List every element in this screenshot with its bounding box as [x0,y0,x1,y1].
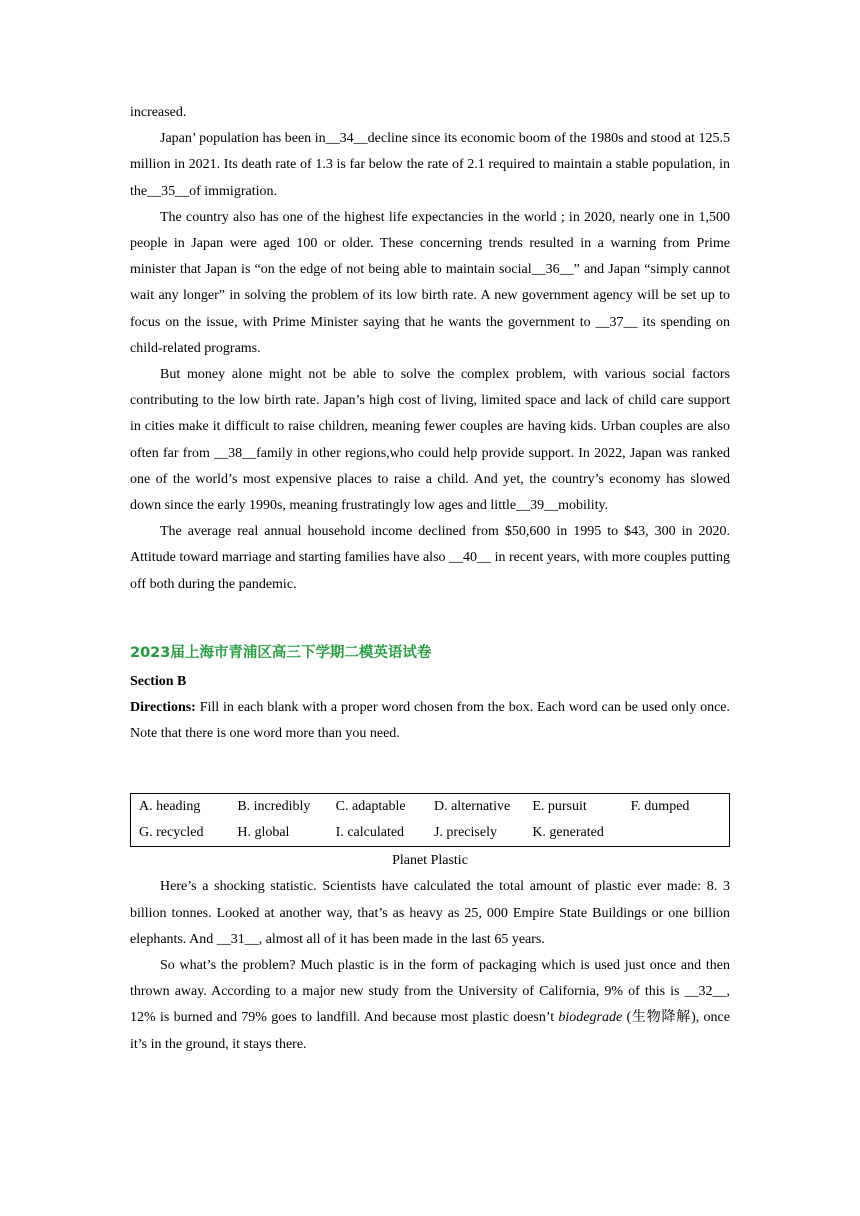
word-option: B. incredibly [237,799,311,815]
paragraph-social-factors: But money alone might not be able to solve the complex problem, with various social factors contributing to the low birth rate. Japan’s high cost of living, limited space and lack of child care support in cities make it difficult to raise children, meaning fewer couples are having kids. Urban couples are also often far from __38__family in other regions,who could help provide support. In 2022, Japan was ranked one of the world’s most expensive places to raise a child. And yet, the country’s economy has slowed down since the early 1990s, meaning frustratingly low ages and little__39__mobility. [130,367,730,514]
section-label: Section B [130,673,187,689]
paragraph-life-expectancy: The country also has one of the highest life expectancies in the world ; in 2020, nearly one in 1,500 people in Japan were aged 100 or older. These concerning trends resulted in a warning from Prime minister that Japan is “on the edge of not being able to maintain social__36__” and Japan “simply cannot wait any longer” in solving the problem of its low birth rate. A new government agency will be set up to focus on the issue, with Prime Minister saying that he wants the government to __37__ its spending on child-related programs. [130,209,730,356]
word-option: D. alternative [433,799,511,815]
word-option: E. pursuit [532,799,587,815]
word-option: J. precisely [433,825,497,841]
word-box-row-1 [139,794,729,820]
paragraph-japan-population: Japan’ population has been in__34__decline since its economic boom of the 1980s and stood at 125.5 million in 2021. Its death rate of 1.3 is far below the rate of 2.1 required to maintain a stable population, in the__35__of immigration. [130,131,730,199]
italic-term: biodegrade [558,1010,623,1026]
word-box-row-2 [139,820,729,846]
word-option: K. generated [532,825,604,841]
passage-title: Planet Plastic [392,853,468,869]
word-box [130,793,730,847]
word-option [631,820,729,846]
paragraph-text: (生物降解), once it’s in the ground, it stays there. [130,1010,730,1052]
word-option: I. calculated [335,825,405,841]
directions [130,695,730,747]
word-option: H. global [237,825,290,841]
paragraph-text: So what’s the problem? Much plastic is in the form of packaging which is used just once and then thrown away. According to a major new study from the University of California, 9% of this is __32__, 12% is burned and 79% goes to landfill. And because most plastic doesn’t [130,958,730,1026]
word-option: C. adaptable [335,799,406,815]
paragraph-plastic-problem [130,953,730,1058]
passage-fragment: increased. [130,105,187,120]
document-page [130,100,730,1058]
word-option: G. recycled [139,825,204,841]
paragraph-household-income: The average real annual household income declined from $50,600 in 1995 to $43, 300 in 2020. Attitude toward marriage and starting families have also __40__ in recent years, with more couples putting off both during the pandemic. [130,524,730,592]
directions-text: Fill in each blank with a proper word chosen from the box. Each word can be used only once. Note that there is one word more than you need. [130,700,730,742]
exam-title: 2023届上海市青浦区高三下学期二模英语试卷 [130,644,432,661]
paragraph-plastic-statistic: Here’s a shocking statistic. Scientists have calculated the total amount of plastic ever made: 8. 3 billion tonnes. Looked at another way, that’s as heavy as 25, 000 Empire State Buildings or one billion elephants. And __31__, almost all of it has been made in the last 65 years. [130,879,730,947]
word-option: A. heading [139,799,201,815]
directions-label: Directions: [130,700,196,716]
word-option: F. dumped [630,799,690,815]
